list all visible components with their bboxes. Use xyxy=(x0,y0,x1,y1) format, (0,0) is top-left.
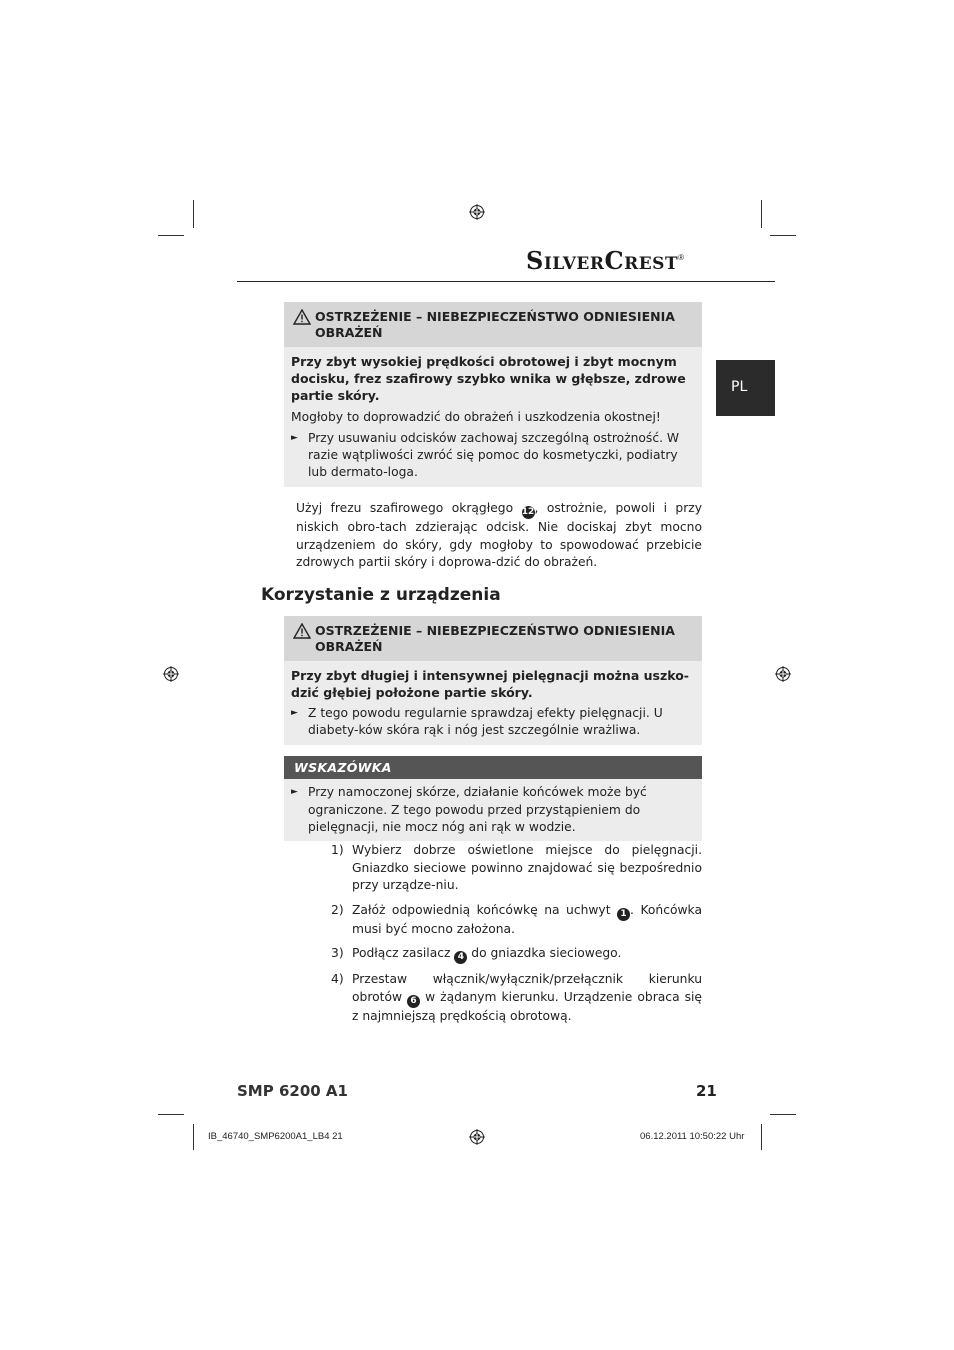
arrow-bullet-icon: ► xyxy=(291,708,298,718)
warning-bullet: ► Przy usuwaniu odcisków zachowaj szczególną ostrożność. W razie wątpliwości zwróć się pomoc do kosmetyczki, podiatry lub dermato-loga. xyxy=(291,431,680,479)
print-slug-left: IB_46740_SMP6200A1_LB4 21 xyxy=(208,1131,343,1142)
crop-mark xyxy=(158,235,184,236)
crop-mark xyxy=(770,235,796,236)
body-paragraph: Użyj frezu szafirowego okrągłego 12, ostrożnie, powoli i przy niskich obro-tach zdzierając odcisk. Nie dociskaj zbyt mocno urządzeniem do skóry, gdy mogłoby to spowodować przebicie zdrowych partii skóry i doprowa-dzić do obrażeń. xyxy=(296,501,703,569)
warning-box-1 xyxy=(284,302,702,487)
warning-triangle-icon xyxy=(293,623,311,639)
section-title: Korzystanie z urządzenia xyxy=(261,585,501,605)
crop-mark xyxy=(761,1124,762,1150)
warning-bullet: ► Z tego powodu regularnie sprawdzaj efekty pielęgnacji. U diabety-ków skóra rąk i nóg jest szczególnie wrażliwa. xyxy=(291,706,663,737)
note-bullet: ► Przy namoczonej skórze, działanie końcówek może być ograniczone. Z tego powodu przed przystąpieniem do pielęgnacji, nie mocz nóg ani rąk w wodzie. xyxy=(291,785,647,834)
warning-box-2 xyxy=(284,616,702,745)
reference-number: 6 xyxy=(407,995,420,1008)
page-number: 21 xyxy=(696,1082,717,1100)
registration-mark-icon xyxy=(775,666,791,682)
arrow-bullet-icon: ► xyxy=(291,787,298,797)
crop-mark xyxy=(193,1124,194,1150)
step-item: 4) Przestaw włącznik/wyłącznik/przełącznik kierunku obrotów 6 w żądanym kierunku. Urządzenie obraca się z najmniejszą prędkością obrotową. xyxy=(331,972,702,1023)
print-slug-right: 06.12.2011 10:50:22 Uhr xyxy=(640,1131,745,1142)
warning-triangle-icon xyxy=(293,309,311,325)
steps-list xyxy=(331,842,702,1032)
step-number: 4) xyxy=(331,972,344,986)
note-box xyxy=(284,756,702,841)
crop-mark xyxy=(761,200,762,228)
warning-title: OSTRZEŻENIE – NIEBEZPIECZEŃSTWO ODNIESIENIA OBRAŻEŃ xyxy=(315,309,675,340)
registration-mark-icon xyxy=(469,204,485,220)
step-item: 1) Wybierz dobrze oświetlone miejsce do pielęgnacji. Gniazdko sieciowe powinno znajdować się bezpośrednio przy urządze-niu. xyxy=(331,843,702,892)
reference-number: 4 xyxy=(454,951,467,964)
warning-header xyxy=(284,302,702,347)
step-number: 3) xyxy=(331,946,344,960)
warning-text: Mogłoby to doprowadzić do obrażeń i uszkodzenia okostnej! xyxy=(291,410,661,424)
warning-lead: Przy zbyt długiej i intensywnej pielęgnacji można uszko-dzić głębiej położone partie skóry. xyxy=(291,668,689,700)
crop-mark xyxy=(770,1114,796,1115)
header-rule xyxy=(237,281,775,282)
warning-header xyxy=(284,616,702,661)
step-number: 2) xyxy=(331,902,344,917)
brand-logo: SilverCrest® xyxy=(526,246,685,275)
warning-title: OSTRZEŻENIE – NIEBEZPIECZEŃSTWO ODNIESIENIA OBRAŻEŃ xyxy=(315,623,675,654)
arrow-bullet-icon: ► xyxy=(291,433,298,443)
registration-mark-icon xyxy=(163,666,179,682)
step-number: 1) xyxy=(331,843,344,857)
registration-mark-icon xyxy=(469,1129,485,1145)
step-item: 3) Podłącz zasilacz 4 do gniazdka sieciowego. xyxy=(331,946,622,962)
crop-mark xyxy=(193,200,194,228)
reference-number: 1 xyxy=(617,908,630,921)
reference-number: 12 xyxy=(521,507,535,517)
warning-lead: Przy zbyt wysokiej prędkości obrotowej i zbyt mocnym docisku, frez szafirowy szybko wnika w głębsze, zdrowe partie skóry. xyxy=(291,354,686,403)
step-item: 2) Załóż odpowiednią końcówkę na uchwyt 1 . Końcówka musi być mocno założona. xyxy=(331,902,702,936)
crop-mark xyxy=(158,1114,184,1115)
note-title: WSKAZÓWKA xyxy=(284,756,702,779)
language-tab: PL xyxy=(716,360,775,416)
footer-model: SMP 6200 A1 xyxy=(237,1082,348,1100)
